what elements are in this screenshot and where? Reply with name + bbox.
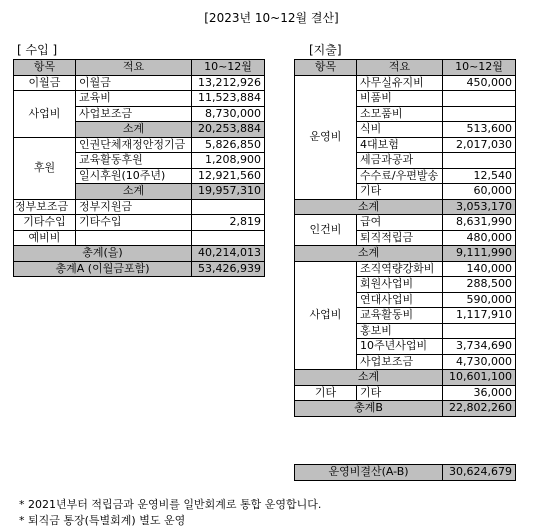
expense-total-b-amount: 22,802,260 <box>443 401 516 417</box>
expense-amount <box>443 323 516 339</box>
income-item: 정부보조금 <box>14 199 76 215</box>
expense-desc: 4대보험 <box>357 137 443 153</box>
expense-desc: 급여 <box>357 215 443 231</box>
income-desc: 교육비 <box>76 91 192 107</box>
income-amount: 13,212,926 <box>192 75 265 91</box>
expense-amount: 3,734,690 <box>443 339 516 355</box>
income-item: 예비비 <box>14 230 76 246</box>
income-desc: 이월금 <box>76 75 192 91</box>
expense-heading: [지출] <box>309 43 342 57</box>
income-item: 후원 <box>14 137 76 199</box>
expense-amount <box>443 106 516 122</box>
expense-desc: 홍보비 <box>357 323 443 339</box>
table-row <box>14 91 265 107</box>
expense-amount: 288,500 <box>443 277 516 293</box>
income-desc: 일시후원(10주년) <box>76 168 192 184</box>
income-item: 기타수입 <box>14 215 76 231</box>
expense-desc: 기타 <box>357 184 443 200</box>
income-table <box>13 59 265 277</box>
expense-amount: 590,000 <box>443 292 516 308</box>
income-total-a-amount: 53,426,939 <box>192 261 265 277</box>
income-total-label: 총계(을) <box>14 246 192 262</box>
income-desc: 교육활동후원 <box>76 153 192 169</box>
income-desc: 기타수입 <box>76 215 192 231</box>
subtotal-amount: 19,957,310 <box>192 184 265 200</box>
subtotal-label: 소계 <box>76 184 192 200</box>
subtotal-row <box>295 246 516 262</box>
expense-header-item: 항목 <box>295 60 357 76</box>
expense-header-desc: 적요 <box>357 60 443 76</box>
expense-amount: 140,000 <box>443 261 516 277</box>
table-row <box>295 385 516 401</box>
expense-header-amount: 10~12월 <box>443 60 516 76</box>
income-amount: 5,826,850 <box>192 137 265 153</box>
expense-item: 기타 <box>295 385 357 401</box>
expense-amount: 480,000 <box>443 230 516 246</box>
expense-desc: 수수료/우편발송 <box>357 168 443 184</box>
income-amount: 11,523,884 <box>192 91 265 107</box>
subtotal-row <box>295 199 516 215</box>
expense-amount: 2,017,030 <box>443 137 516 153</box>
expense-item: 인건비 <box>295 215 357 246</box>
table-row <box>14 137 265 153</box>
expense-amount: 8,631,990 <box>443 215 516 231</box>
expense-amount: 1,117,910 <box>443 308 516 324</box>
expense-amount <box>443 153 516 169</box>
income-header-desc: 적요 <box>76 60 192 76</box>
expense-table <box>294 59 516 417</box>
expense-amount: 60,000 <box>443 184 516 200</box>
expense-amount: 450,000 <box>443 75 516 91</box>
income-total-a-row <box>14 261 265 277</box>
table-row <box>295 215 516 231</box>
expense-desc: 기타 <box>357 385 443 401</box>
subtotal-amount: 3,053,170 <box>443 199 516 215</box>
table-row <box>14 215 265 231</box>
subtotal-label: 소계 <box>295 199 443 215</box>
expense-amount: 12,540 <box>443 168 516 184</box>
expense-item: 운영비 <box>295 75 357 199</box>
expense-desc: 사업보조금 <box>357 354 443 370</box>
income-header-row <box>14 60 265 76</box>
balance-row <box>295 465 516 481</box>
income-desc: 정부지원금 <box>76 199 192 215</box>
income-desc <box>76 230 192 246</box>
expense-desc: 회원사업비 <box>357 277 443 293</box>
income-amount: 12,921,560 <box>192 168 265 184</box>
table-row <box>295 75 516 91</box>
income-item: 이월금 <box>14 75 76 91</box>
expense-desc: 소모품비 <box>357 106 443 122</box>
table-row <box>14 199 265 215</box>
balance-label: 운영비결산(A-B) <box>295 465 443 481</box>
expense-desc: 교육활동비 <box>357 308 443 324</box>
expense-item: 사업비 <box>295 261 357 370</box>
table-row <box>295 261 516 277</box>
subtotal-label: 소계 <box>295 246 443 262</box>
income-desc: 인권단체재정안정기금 <box>76 137 192 153</box>
note-line: * 퇴직금 통장(특별회계) 별도 운영 <box>19 514 186 527</box>
income-header-item: 항목 <box>14 60 76 76</box>
income-total-a-label: 총계A (이월금포함) <box>14 261 192 277</box>
expense-desc: 10주년사업비 <box>357 339 443 355</box>
expense-desc: 조직역량강화비 <box>357 261 443 277</box>
page-title: [2023년 10~12월 결산] <box>204 11 339 25</box>
expense-desc: 세금과공과 <box>357 153 443 169</box>
subtotal-amount: 9,111,990 <box>443 246 516 262</box>
expense-desc: 사무실유지비 <box>357 75 443 91</box>
expense-amount <box>443 91 516 107</box>
table-row <box>14 75 265 91</box>
notes <box>19 497 321 529</box>
income-amount: 1,208,900 <box>192 153 265 169</box>
income-amount: 2,819 <box>192 215 265 231</box>
expense-total-b-label: 총계B <box>295 401 443 417</box>
table-row <box>14 230 265 246</box>
income-desc: 사업보조금 <box>76 106 192 122</box>
income-total-row <box>14 246 265 262</box>
income-total-amount: 40,214,013 <box>192 246 265 262</box>
expense-header-row <box>295 60 516 76</box>
income-header-amount: 10~12월 <box>192 60 265 76</box>
subtotal-label: 소계 <box>295 370 443 386</box>
balance-table <box>294 464 516 481</box>
expense-total-b-row <box>295 401 516 417</box>
expense-desc: 식비 <box>357 122 443 138</box>
subtotal-label: 소계 <box>76 122 192 138</box>
income-amount: 8,730,000 <box>192 106 265 122</box>
income-amount <box>192 230 265 246</box>
expense-desc: 퇴직적립금 <box>357 230 443 246</box>
subtotal-row <box>295 370 516 386</box>
income-amount <box>192 199 265 215</box>
expense-amount: 4,730,000 <box>443 354 516 370</box>
note-line: * 2021년부터 적립금과 운영비를 일반회계로 통합 운영합니다. <box>19 498 322 511</box>
expense-amount: 36,000 <box>443 385 516 401</box>
balance-amount: 30,624,679 <box>443 465 516 481</box>
expense-desc: 연대사업비 <box>357 292 443 308</box>
subtotal-amount: 20,253,884 <box>192 122 265 138</box>
expense-amount: 513,600 <box>443 122 516 138</box>
subtotal-amount: 10,601,100 <box>443 370 516 386</box>
income-item: 사업비 <box>14 91 76 138</box>
income-heading: [ 수입 ] <box>17 43 58 57</box>
expense-desc: 비품비 <box>357 91 443 107</box>
